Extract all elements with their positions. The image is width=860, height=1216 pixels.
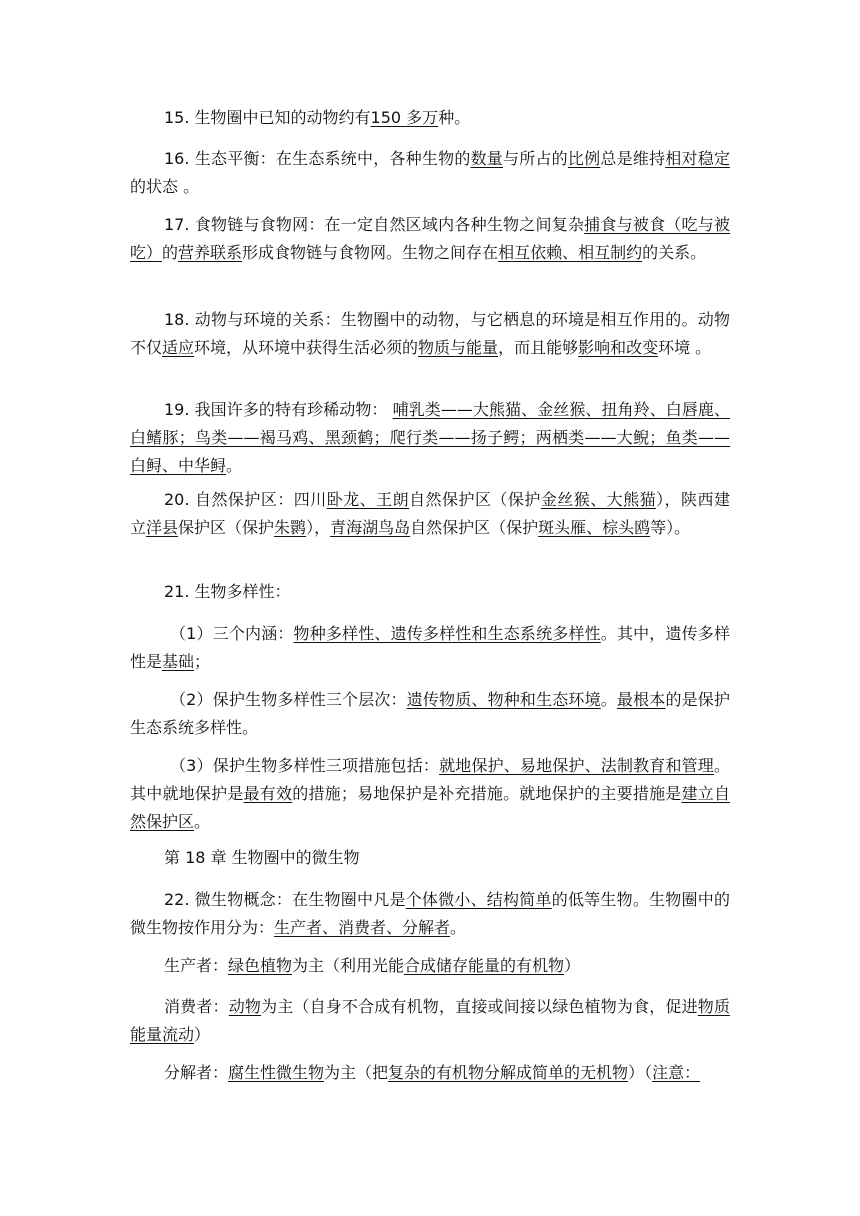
text-run: ，而且能够 [498,338,579,357]
text-run: 18. 动物与环境的关系：生物圈中的动物，与它栖息的环境是相互作用的。动物不仅 [130,310,730,357]
underlined-text: 生产者、消费者、分解者 [274,918,451,937]
paragraph-21-2 [130,686,730,742]
text-run: 的低等生物。生物圈中的微生物按作用分为： [130,890,730,937]
underlined-text: 物种多样性、遗传多样性和生态系统多样性 [293,624,601,643]
paragraph-15 [130,104,730,132]
text-run: 第 18 章 生物圈中的微生物 [164,848,360,867]
underlined-text: 比例 [567,149,601,168]
text-run: 自然保护区（保护 [409,490,541,509]
underlined-text: 最根本 [616,690,666,709]
underlined-text: 就地保护、易地保护、法制教育和管理 [439,756,714,775]
text-run: ） [194,1025,211,1044]
text-run: 21. 生物多样性： [164,582,291,601]
text-run: 为主（把 [324,1063,389,1082]
text-run: 。 [450,918,467,937]
text-run: 的状态 。 [130,177,200,196]
paragraph-21 [130,578,730,606]
underlined-text: 150 多万 [370,108,439,127]
chapter-18-heading [130,844,730,872]
text-run: 分解者： [164,1063,229,1082]
text-run: 保护区（保护 [178,518,275,537]
underlined-text: 动物 [228,997,262,1016]
consumer-line [130,993,730,1049]
paragraph-22 [130,886,730,942]
underlined-text: 物质与能量 [418,338,499,357]
underlined-text: 腐生性微生物 [228,1063,325,1082]
paragraph-19 [130,396,730,480]
text-run: 。其中，遗传多样性是 [130,624,730,671]
underlined-text: 相互依赖、相互制约 [498,243,643,262]
underlined-text: 合成储存能量的有机物 [404,956,565,975]
text-run: 。 [600,690,617,709]
underlined-text: 物质能量流动 [130,997,730,1044]
underlined-text: 遗传物质、物种和生态环境 [406,690,601,709]
underlined-text: 青海湖鸟岛 [330,518,411,537]
decomposer-line [130,1059,730,1087]
text-run: 16. 生态平衡：在生态系统中，各种生物的 [164,149,471,168]
text-run: 的是保护生态系统多样性。 [130,690,730,737]
text-run: ），陕西建立 [130,490,730,537]
underlined-text: 个体微小、结构简单 [405,890,552,909]
underlined-text: 朱鹮 [274,518,307,537]
underlined-text: 最有效 [243,784,293,803]
text-run: ； [194,652,211,671]
paragraph-20 [130,486,730,542]
underlined-text: 影响和改变 [578,338,659,357]
underlined-text: 复杂的有机物分解成简单的无机物 [388,1063,629,1082]
text-run: 。其中就地保护是 [130,756,730,803]
paragraph-18 [130,306,730,362]
text-run: 种。 [438,108,471,127]
text-run: 19. 我国许多的特有珍稀动物： [164,400,393,419]
text-run: 15. 生物圈中已知的动物约有 [164,108,371,127]
paragraph-16 [130,145,730,201]
underlined-text: 基础 [162,652,195,671]
underlined-text: 哺乳类——大熊猫、金丝猴、扭角羚、白唇鹿、白鳍豚；鸟类——褐马鸡、黑颈鹤；爬行类——扬子鳄；两栖类——大鲵；鱼类——白鲟、中华鲟 [130,400,730,475]
underlined-text: 洋县 [146,518,179,537]
text-run: ） [564,956,581,975]
text-run: 。 [194,812,211,831]
underlined-text: 卧龙、王朗 [326,490,410,509]
underlined-text: 相对稳定 [665,149,730,168]
text-run: 为主（利用光能 [292,956,405,975]
text-run: 的 [162,243,179,262]
text-run: 环境，从环境中获得生活必须的 [194,338,419,357]
producer-line [130,952,730,980]
underlined-text: 金丝猴、大熊猫 [540,490,657,509]
text-run: 环境 。 [658,338,712,357]
underlined-text: 斑头雁、棕头鸥 [538,518,651,537]
text-run: 形成食物链与食物网。生物之间存在 [242,243,499,262]
text-run: 20. 自然保护区：四川 [164,490,327,509]
text-run: （2）保护生物多样性三个层次： [170,690,407,709]
text-run: 等）。 [650,518,691,537]
underlined-text: 建立自然保护区 [130,784,730,831]
underlined-text: 注意： [652,1063,701,1082]
text-run: 的关系。 [642,243,707,262]
paragraph-21-3 [130,752,730,836]
text-run: ）， [306,518,331,537]
underlined-text: 营养联系 [178,243,243,262]
underlined-text: 数量 [470,149,504,168]
text-run: 为主（自身不合成有机物，直接或间接以绿色植物为食，促进 [261,997,698,1016]
text-run: 消费者： [164,997,229,1016]
text-run: 17. 食物链与食物网：在一定自然区域内各种生物之间复杂 [164,215,585,234]
underlined-text: 绿色植物 [228,956,293,975]
paragraph-17 [130,211,730,267]
text-run: 。 [226,456,243,475]
underlined-text: 适应 [162,338,195,357]
text-run: （3）保护生物多样性三项措施包括： [170,756,440,775]
text-run: 与所占的 [503,149,568,168]
text-run: ）（ [628,1063,653,1082]
text-run: 22. 微生物概念：在生物圈中凡是 [164,890,406,909]
text-run: 的措施；易地保护是补充措施。就地保护的主要措施是 [292,784,682,803]
text-run: （1）三个内涵： [170,624,294,643]
text-run: 总是维持 [600,149,666,168]
underlined-text: 捕食与被食（吃与被吃） [130,215,730,262]
text-run: 生产者： [164,956,229,975]
paragraph-21-1 [130,620,730,676]
text-run: 自然保护区（保护 [410,518,539,537]
